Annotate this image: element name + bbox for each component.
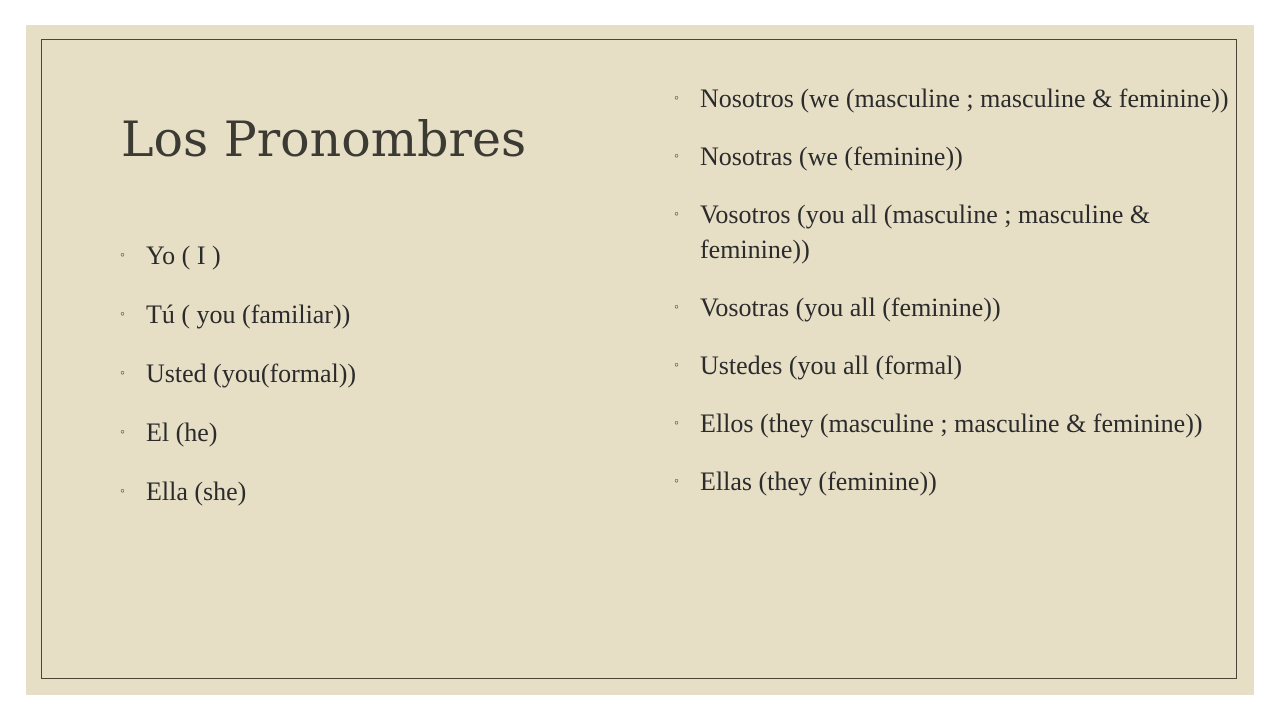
list-item-text: Vosotros (you all (masculine ; masculine & feminine)) (700, 200, 1151, 264)
list-item (120, 474, 620, 509)
list-item (120, 297, 620, 332)
list-item-text: Ustedes (you all (formal) (700, 351, 963, 380)
list-item (674, 464, 1234, 499)
list-item-text: Nosotras (we (feminine)) (700, 142, 963, 171)
bullet-icon: ◦ (674, 91, 679, 106)
bullet-icon: ◦ (674, 358, 679, 373)
bullet-icon: ◦ (120, 425, 125, 440)
list-item-text: Vosotras (you all (feminine)) (700, 293, 1001, 322)
list-item-text: Yo ( I ) (146, 241, 221, 270)
bullet-icon: ◦ (674, 300, 679, 315)
left-pronoun-list (120, 238, 620, 533)
list-item (120, 356, 620, 391)
bullet-icon: ◦ (674, 474, 679, 489)
right-pronoun-list (674, 81, 1234, 522)
bullet-icon: ◦ (120, 484, 125, 499)
bullet-icon: ◦ (120, 366, 125, 381)
list-item-text: Ellas (they (feminine)) (700, 467, 937, 496)
list-item (674, 139, 1234, 174)
list-item (674, 197, 1234, 267)
list-item (674, 348, 1234, 383)
list-item-text: Ellos (they (masculine ; masculine & feminine)) (700, 409, 1203, 438)
list-item (674, 290, 1234, 325)
list-item-text: Ella (she) (146, 477, 247, 506)
list-item-text: Tú ( you (familiar)) (146, 300, 351, 329)
slide-title: Los Pronombres (121, 111, 527, 168)
list-item (120, 415, 620, 450)
list-item (120, 238, 620, 273)
bullet-icon: ◦ (120, 307, 125, 322)
list-item-text: Nosotros (we (masculine ; masculine & feminine)) (700, 84, 1229, 113)
list-item (674, 406, 1234, 441)
list-item-text: El (he) (146, 418, 218, 447)
bullet-icon: ◦ (674, 207, 679, 222)
bullet-icon: ◦ (674, 416, 679, 431)
list-item-text: Usted (you(formal)) (146, 359, 357, 388)
list-item (674, 81, 1234, 116)
bullet-icon: ◦ (674, 149, 679, 164)
slide (26, 25, 1254, 695)
bullet-icon: ◦ (120, 248, 125, 263)
